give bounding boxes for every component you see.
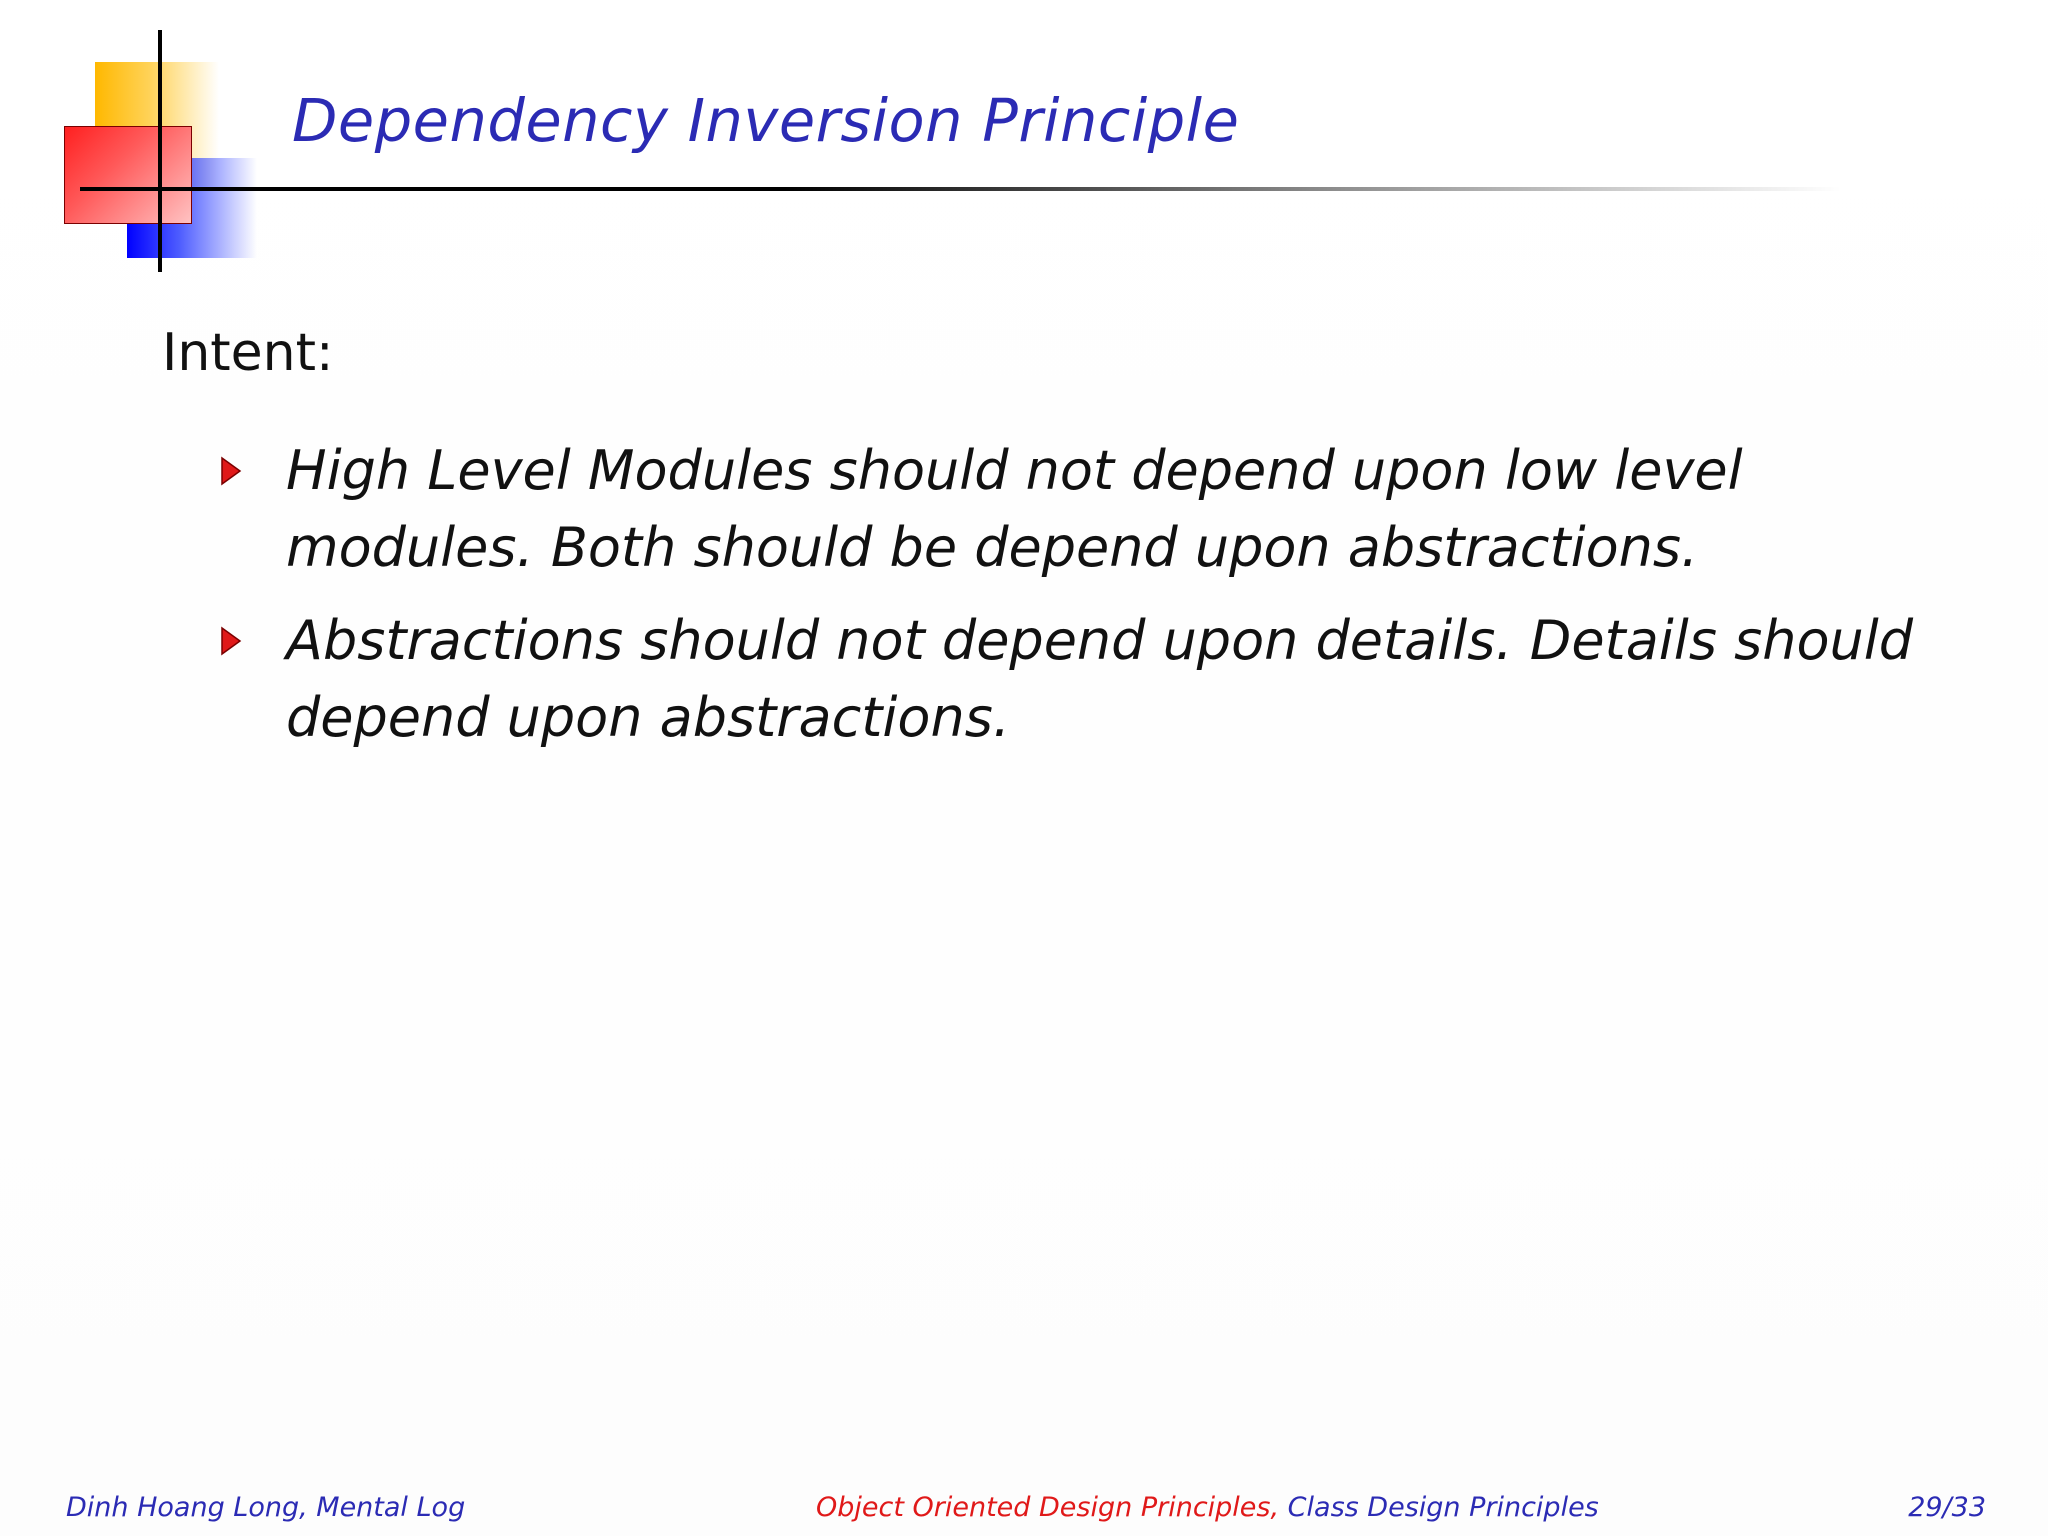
footer-center — [816, 1492, 1599, 1523]
footer-author: Dinh Hoang Long, Mental Log — [66, 1492, 466, 1523]
footer-course: Object Oriented Design Principles — [816, 1492, 1271, 1523]
intent-label: Intent: — [162, 323, 334, 383]
logo-red-square — [64, 126, 192, 224]
bullet-text: High Level Modules should not depend upon low level modules. Both should be depend upon abstractions. — [286, 439, 1743, 579]
footer-topic: Class Design Principles — [1287, 1492, 1599, 1523]
bullet-item — [216, 602, 1916, 756]
footer-page-number: 29/33 — [1908, 1492, 1986, 1523]
logo-vertical-line — [158, 30, 162, 272]
red-triangle-bullet-icon — [218, 454, 244, 488]
beamer-squares-logo — [0, 0, 280, 290]
title-rule — [80, 187, 1840, 191]
slide-title: Dependency Inversion Principle — [292, 86, 1240, 155]
bullet-list — [216, 432, 1916, 772]
footer — [0, 1492, 2048, 1536]
bullet-text: Abstractions should not depend upon details. Details should depend upon abstractions. — [286, 609, 1914, 749]
red-triangle-bullet-icon — [218, 624, 244, 658]
bullet-item — [216, 432, 1916, 586]
footer-separator: , — [1270, 1492, 1280, 1523]
